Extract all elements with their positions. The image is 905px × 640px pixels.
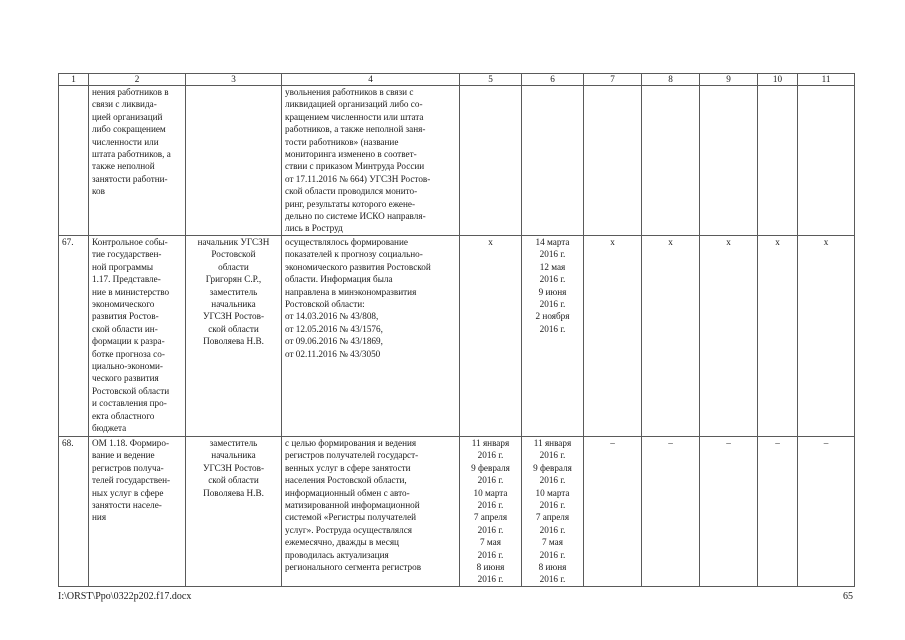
value-cell: х bbox=[758, 235, 798, 436]
table-row bbox=[59, 235, 855, 436]
row-number: 68. bbox=[59, 436, 89, 586]
report-table bbox=[58, 73, 855, 587]
value-cell bbox=[758, 86, 798, 236]
document-path: I:\ORST\Ppo\0322p202.f17.docx bbox=[58, 591, 192, 602]
responsible-cell bbox=[186, 86, 282, 236]
value-cell: х bbox=[798, 235, 855, 436]
value-cell: х bbox=[584, 235, 642, 436]
plan-date-cell bbox=[460, 86, 522, 236]
page-number: 65 bbox=[843, 591, 853, 602]
value-cell bbox=[642, 86, 700, 236]
fact-date-cell: 11 января 2016 г. 9 февраля 2016 г. 10 марта 2016 г. 7 апреля 2016 г. 7 мая 2016 г. 8 июня 2016 г. bbox=[522, 436, 584, 586]
value-cell bbox=[584, 86, 642, 236]
fact-date-cell bbox=[522, 86, 584, 236]
row-number bbox=[59, 86, 89, 236]
event-cell: ОМ 1.18. Формиро- вание и ведение регистров получа- телей государствен- ных услуг в сфере занятости населе- ния bbox=[89, 436, 186, 586]
column-header: 4 bbox=[282, 74, 460, 86]
column-header: 1 bbox=[59, 74, 89, 86]
responsible-cell: начальник УГСЗН Ростовской области Григорян С.Р., заместитель начальника УГСЗН Ростов- ской области Поволяева Н.В. bbox=[186, 235, 282, 436]
value-cell bbox=[700, 86, 758, 236]
table-row bbox=[59, 86, 855, 236]
event-cell: нения работников в связи с ликвида- цией организаций либо сокращением численности или штата работников, а также неполной занятости работни- ков bbox=[89, 86, 186, 236]
table-row bbox=[59, 436, 855, 586]
column-header: 8 bbox=[642, 74, 700, 86]
value-cell: – bbox=[758, 436, 798, 586]
responsible-cell: заместитель начальника УГСЗН Ростов- ской области Поволяева Н.В. bbox=[186, 436, 282, 586]
plan-date-cell: х bbox=[460, 235, 522, 436]
result-cell: с целью формирования и ведения регистров получателей государст- венных услуг в сфере занятости населения Ростовской области, информационный обмен с авто- матизированной информационной системой «Регистры получателей услуг». Роструда осуществлялся ежемесячно, дважды в месяц проводилась актуализация регионального сегмента регистров bbox=[282, 436, 460, 586]
value-cell bbox=[798, 86, 855, 236]
row-number: 67. bbox=[59, 235, 89, 436]
column-header: 10 bbox=[758, 74, 798, 86]
column-number-row bbox=[59, 74, 855, 86]
value-cell: х bbox=[642, 235, 700, 436]
result-cell: увольнения работников в связи с ликвидацией организаций либо со- кращением численности или штата работников, а также неполной заня- тости работников» (название мониторинга изменено в соответ- ствии с приказом Минтруда России от 17.11.2016 № 664) УГСЗН Ростов- ской области проводился монито- ринг, результаты которого ежене- дельно по системе ИСКО направля- лись в Роструд bbox=[282, 86, 460, 236]
column-header: 3 bbox=[186, 74, 282, 86]
value-cell: – bbox=[700, 436, 758, 586]
value-cell: – bbox=[798, 436, 855, 586]
column-header: 11 bbox=[798, 74, 855, 86]
column-header: 7 bbox=[584, 74, 642, 86]
event-cell: Контрольное собы- тие государствен- ной программы 1.17. Представле- ние в министерство экономического развития Ростов- ской области ин- формации к разра- ботке прогноза со- циально-экономи- ческого развития Ростовской области и составления про- екта областного бюджета bbox=[89, 235, 186, 436]
column-header: 6 bbox=[522, 74, 584, 86]
column-header: 2 bbox=[89, 74, 186, 86]
fact-date-cell: 14 марта 2016 г. 12 мая 2016 г. 9 июня 2016 г. 2 ноября 2016 г. bbox=[522, 235, 584, 436]
column-header: 9 bbox=[700, 74, 758, 86]
column-header: 5 bbox=[460, 74, 522, 86]
result-cell: осуществлялось формирование показателей к прогнозу социально- экономического развития Ростовской области. Информация была направлена в минэкономразвития Ростовской области: от 14.03.2016 № 43/808, от 12.05.2016 № 43/1576, от 09.06.2016 № 43/1869, от 02.11.2016 № 43/3050 bbox=[282, 235, 460, 436]
value-cell: х bbox=[700, 235, 758, 436]
value-cell: – bbox=[584, 436, 642, 586]
plan-date-cell: 11 января 2016 г. 9 февраля 2016 г. 10 марта 2016 г. 7 апреля 2016 г. 7 мая 2016 г. 8 июня 2016 г. bbox=[460, 436, 522, 586]
value-cell: – bbox=[642, 436, 700, 586]
